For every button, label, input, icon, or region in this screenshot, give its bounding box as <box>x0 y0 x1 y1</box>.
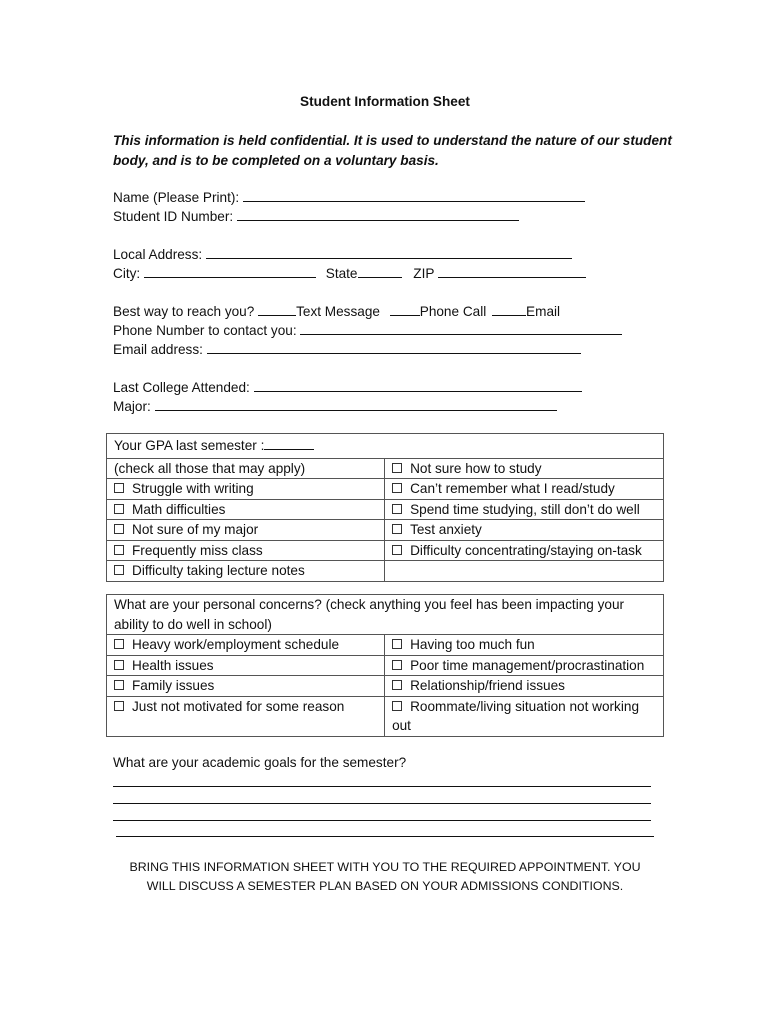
academic-option[interactable]: Frequently miss class <box>107 540 385 561</box>
confidentiality-notice: This information is held confidential. It is used to understand the nature of our student body, and is to be completed on a voluntary basis. <box>113 133 672 168</box>
academic-option[interactable]: Difficulty taking lecture notes <box>107 561 385 582</box>
table-row <box>107 561 664 582</box>
table-row <box>107 655 664 676</box>
personal-option[interactable]: Relationship/friend issues <box>385 676 664 697</box>
local-address-label: Local Address: <box>113 247 203 262</box>
checkbox[interactable] <box>392 504 402 514</box>
academic-option[interactable]: Math difficulties <box>107 499 385 520</box>
student-id-row <box>113 207 519 226</box>
last-college-label: Last College Attended: <box>113 380 250 395</box>
gpa-row <box>107 434 664 459</box>
state-field[interactable] <box>358 264 402 278</box>
name-label: Name (Please Print): <box>113 190 240 205</box>
phone-number-row <box>113 321 622 340</box>
personal-option[interactable]: Family issues <box>107 676 385 697</box>
academic-option[interactable]: Not sure how to study <box>385 458 664 479</box>
footer-text: BRING THIS INFORMATION SHEET WITH YOU TO THE REQUIRED APPOINTMENT. YOU WILL DISCUSS A SEMESTER PLAN BASED ON YOUR ADMISSIONS CONDITIONS. <box>129 860 641 893</box>
zip-field[interactable] <box>438 264 586 278</box>
academic-option[interactable]: Difficulty concentrating/staying on-task <box>385 540 664 561</box>
academic-option[interactable]: Spend time studying, still don’t do well <box>385 499 664 520</box>
goals-question: What are your academic goals for the semester? <box>113 755 407 770</box>
table-row <box>107 520 664 541</box>
table-row <box>107 458 664 479</box>
student-id-field[interactable] <box>237 207 519 221</box>
checkbox[interactable] <box>392 639 402 649</box>
checkbox[interactable] <box>114 680 124 690</box>
personal-option[interactable]: Having too much fun <box>385 635 664 656</box>
best-way-label: Best way to reach you? <box>113 304 255 319</box>
checkbox[interactable] <box>392 483 402 493</box>
footer-notice <box>0 858 770 896</box>
table-row <box>107 540 664 561</box>
local-address-field[interactable] <box>206 245 572 259</box>
personal-header-row <box>107 595 664 635</box>
gpa-cell <box>107 434 664 459</box>
zip-label: ZIP <box>413 266 435 281</box>
local-address-row <box>113 245 572 264</box>
checkbox[interactable] <box>114 545 124 555</box>
email-address-field[interactable] <box>207 340 581 354</box>
state-label: State <box>325 266 358 281</box>
academic-concerns-table <box>106 433 664 582</box>
name-row <box>113 188 585 207</box>
checkbox[interactable] <box>114 524 124 534</box>
academic-option[interactable]: Struggle with writing <box>107 479 385 500</box>
checkbox[interactable] <box>114 565 124 575</box>
phone-number-field[interactable] <box>300 321 622 335</box>
checkbox[interactable] <box>114 483 124 493</box>
personal-option[interactable]: Poor time management/procrastination <box>385 655 664 676</box>
checkbox[interactable] <box>114 701 124 711</box>
table-row <box>107 499 664 520</box>
email-blank[interactable] <box>492 302 526 316</box>
checkbox[interactable] <box>392 463 402 473</box>
checkbox[interactable] <box>392 701 402 711</box>
name-field[interactable] <box>243 188 585 202</box>
major-row <box>113 397 557 416</box>
major-label: Major: <box>113 399 151 414</box>
phone-call-blank[interactable] <box>390 302 420 316</box>
personal-option[interactable]: Roommate/living situation not working out <box>385 696 664 736</box>
goals-answer-line[interactable] <box>113 786 651 787</box>
email-option: Email <box>526 304 561 319</box>
text-message-option: Text Message <box>296 304 380 319</box>
phone-call-option: Phone Call <box>419 304 487 319</box>
email-address-row <box>113 340 581 359</box>
check-instructions: (check all those that may apply) <box>107 458 385 479</box>
goals-answer-line[interactable] <box>116 836 654 837</box>
contact-preference-row <box>113 302 560 321</box>
city-state-zip-row <box>113 264 586 283</box>
text-message-blank[interactable] <box>258 302 296 316</box>
personal-option[interactable]: Just not motivated for some reason <box>107 696 385 736</box>
personal-concerns-header: What are your personal concerns? (check anything you feel has been impacting your ability to do well in school) <box>107 595 664 635</box>
empty-cell <box>385 561 664 582</box>
checkbox[interactable] <box>114 504 124 514</box>
personal-option[interactable]: Health issues <box>107 655 385 676</box>
city-field[interactable] <box>144 264 316 278</box>
academic-option[interactable]: Can’t remember what I read/study <box>385 479 664 500</box>
goals-answer-line[interactable] <box>113 803 651 804</box>
table-row <box>107 676 664 697</box>
checkbox[interactable] <box>392 680 402 690</box>
page-title: Student Information Sheet <box>300 94 470 109</box>
email-address-label: Email address: <box>113 342 203 357</box>
checkbox[interactable] <box>392 524 402 534</box>
personal-option[interactable]: Heavy work/employment schedule <box>107 635 385 656</box>
goals-answer-line[interactable] <box>113 820 651 821</box>
gpa-field[interactable] <box>264 436 314 450</box>
checkbox[interactable] <box>114 639 124 649</box>
table-row <box>107 696 664 736</box>
checkbox[interactable] <box>114 660 124 670</box>
academic-option[interactable]: Test anxiety <box>385 520 664 541</box>
academic-option[interactable]: Not sure of my major <box>107 520 385 541</box>
student-id-label: Student ID Number: <box>113 209 234 224</box>
table-row <box>107 635 664 656</box>
phone-number-label: Phone Number to contact you: <box>113 323 297 338</box>
personal-concerns-table <box>106 594 664 737</box>
major-field[interactable] <box>155 397 557 411</box>
checkbox[interactable] <box>392 660 402 670</box>
last-college-row <box>113 378 582 397</box>
table-row <box>107 479 664 500</box>
city-label: City: <box>113 266 141 281</box>
last-college-field[interactable] <box>254 378 582 392</box>
gpa-label: Your GPA last semester : <box>114 438 265 453</box>
checkbox[interactable] <box>392 545 402 555</box>
